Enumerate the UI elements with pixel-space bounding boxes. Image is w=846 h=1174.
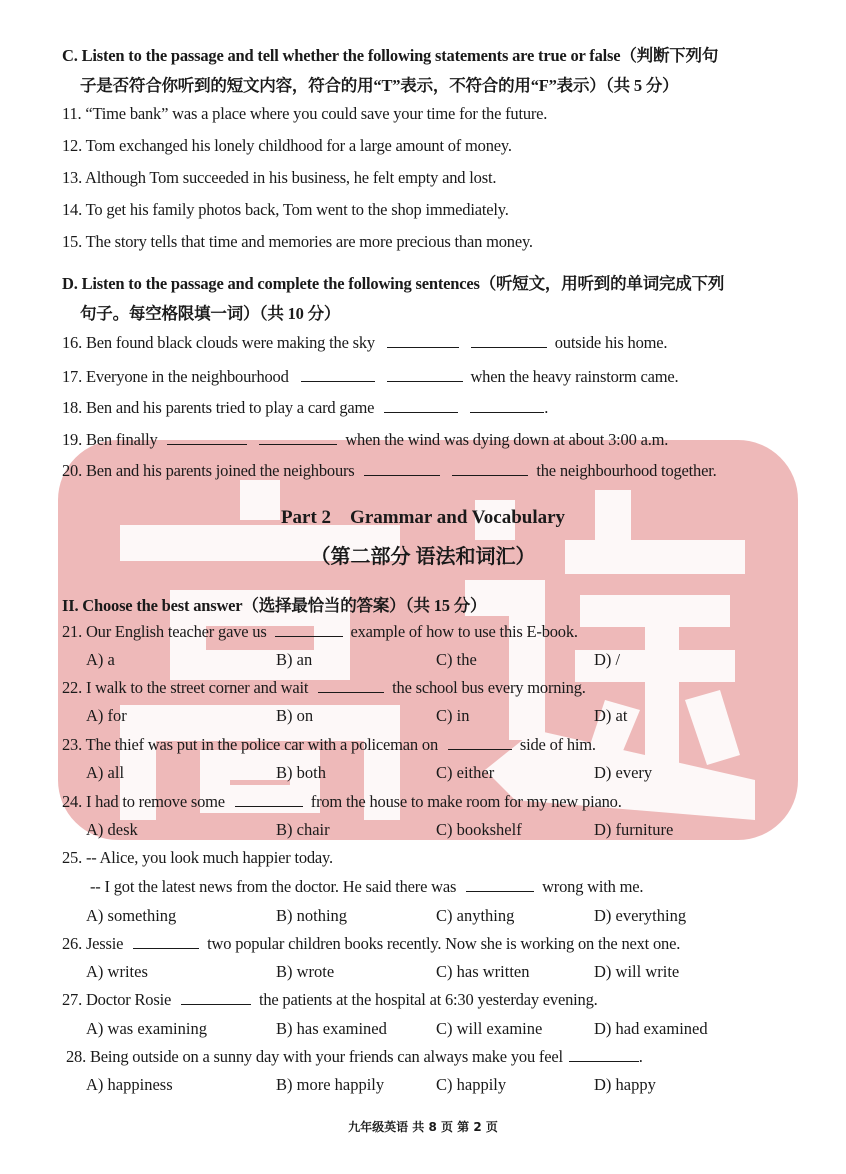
option-c[interactable]: C) happily (436, 1075, 507, 1094)
answer-blank[interactable] (181, 990, 251, 1005)
option-d[interactable]: D) had examined (594, 1019, 708, 1038)
question-28 (66, 1047, 643, 1067)
answer-blank[interactable] (470, 398, 544, 413)
question-25-reply (90, 877, 643, 897)
answer-blank[interactable] (364, 461, 440, 476)
question-24-tail: from the house to make room for my new piano. (310, 792, 622, 811)
question-27-text: 27. Doctor Rosie (62, 990, 172, 1009)
option-d[interactable]: D) / (594, 650, 621, 669)
option-c[interactable]: C) bookshelf (436, 820, 522, 839)
section-c-heading-line1: C. Listen to the passage and tell whether the following statements are true or false（判断下列句 (62, 46, 719, 65)
option-a[interactable]: A) something (86, 906, 177, 925)
question-12: 12. Tom exchanged his lonely childhood for a large amount of money. (62, 136, 512, 155)
option-b[interactable]: B) on (276, 706, 314, 725)
answer-blank[interactable] (387, 333, 459, 348)
part2-title: Part 2 Grammar and Vocabulary (280, 507, 566, 528)
option-a[interactable]: A) all (86, 763, 125, 782)
question-16-text: 16. Ben found black clouds were making the sky (62, 333, 375, 352)
option-a[interactable]: A) a (86, 650, 115, 669)
question-16-tail: outside his home. (554, 333, 668, 352)
option-a[interactable]: A) desk (86, 820, 138, 839)
option-d[interactable]: D) furniture (594, 820, 674, 839)
question-26 (62, 934, 680, 954)
question-27 (62, 990, 598, 1010)
option-b[interactable]: B) an (276, 650, 313, 669)
question-19-tail: when the wind was dying down at about 3:00 a.m. (345, 430, 669, 449)
answer-blank[interactable] (235, 792, 303, 807)
answer-blank[interactable] (452, 461, 528, 476)
option-c[interactable]: C) in (436, 706, 470, 725)
answer-blank[interactable] (471, 333, 547, 348)
answer-blank[interactable] (167, 430, 247, 445)
question-23-tail: side of him. (519, 735, 596, 754)
question-20 (62, 461, 717, 481)
page-footer: 九年级英语 共 8 页 第 2 页 (348, 1120, 498, 1134)
question-28-tail: . (638, 1047, 643, 1066)
option-b[interactable]: B) nothing (276, 906, 348, 925)
section-d-heading-line1: D. Listen to the passage and complete the following sentences（听短文，用听到的单词完成下列 (62, 274, 725, 293)
question-25: 25. -- Alice, you look much happier today. (62, 848, 333, 867)
option-d[interactable]: D) at (594, 706, 628, 725)
option-b[interactable]: B) more happily (276, 1075, 385, 1094)
question-26-text: 26. Jessie (62, 934, 124, 953)
question-19 (62, 430, 668, 450)
question-25-text: -- I got the latest news from the doctor. He said there was (90, 877, 457, 896)
question-22-text: 22. I walk to the street corner and wait (62, 678, 309, 697)
section-c-heading-line2: 子是否符合你听到的短文内容，符合的用“T”表示，不符合的用“F”表示）（共 5 分） (80, 76, 679, 95)
question-22 (62, 678, 586, 698)
option-c[interactable]: C) will examine (436, 1019, 543, 1038)
question-23 (62, 735, 596, 755)
question-17-text: 17. Everyone in the neighbourhood (62, 367, 289, 386)
answer-blank[interactable] (318, 678, 384, 693)
option-b[interactable]: B) wrote (276, 962, 335, 981)
question-21-text: 21. Our English teacher gave us (62, 622, 267, 641)
question-27-tail: the patients at the hospital at 6:30 yesterday evening. (258, 990, 598, 1009)
option-d[interactable]: D) everything (594, 906, 687, 925)
question-25-tail: wrong with me. (542, 877, 644, 896)
answer-blank[interactable] (301, 367, 375, 382)
question-18 (62, 398, 548, 418)
answer-blank[interactable] (133, 934, 199, 949)
question-11: 11. “Time bank” was a place where you could save your time for the future. (62, 104, 548, 123)
option-a[interactable]: A) for (86, 706, 127, 725)
question-26-tail: two popular children books recently. Now she is working on the next one. (207, 934, 681, 953)
option-c[interactable]: C) the (436, 650, 477, 669)
question-14: 14. To get his family photos back, Tom went to the shop immediately. (62, 200, 509, 219)
question-17-tail: when the heavy rainstorm came. (470, 367, 679, 386)
answer-blank[interactable] (384, 398, 458, 413)
question-24-text: 24. I had to remove some (62, 792, 225, 811)
question-22-tail: the school bus every morning. (392, 678, 586, 697)
answer-blank[interactable] (387, 367, 463, 382)
question-20-tail: the neighbourhood together. (536, 461, 717, 480)
section-ii-heading: II. Choose the best answer（选择最恰当的答案）（共 15 分） (62, 596, 487, 615)
question-13: 13. Although Tom succeeded in his business, he felt empty and lost. (62, 168, 497, 187)
question-18-text: 18. Ben and his parents tried to play a card game (62, 398, 375, 417)
option-d[interactable]: D) will write (594, 962, 680, 981)
option-b[interactable]: B) chair (276, 820, 330, 839)
question-23-text: 23. The thief was put in the police car with a policeman on (62, 735, 438, 754)
answer-blank[interactable] (275, 622, 343, 637)
answer-blank[interactable] (259, 430, 337, 445)
option-d[interactable]: D) every (594, 763, 653, 782)
question-18-tail: . (544, 398, 549, 417)
question-21-tail: example of how to use this E-book. (350, 622, 578, 641)
part2-subtitle: （第二部分 语法和词汇） (310, 546, 536, 568)
option-c[interactable]: C) anything (436, 906, 515, 925)
option-c[interactable]: C) either (436, 763, 495, 782)
option-a[interactable]: A) writes (86, 962, 148, 981)
option-a[interactable]: A) was examining (86, 1019, 207, 1038)
answer-blank[interactable] (466, 877, 534, 892)
option-b[interactable]: B) has examined (276, 1019, 387, 1038)
question-19-text: 19. Ben finally (62, 430, 158, 449)
question-17 (62, 367, 678, 387)
option-b[interactable]: B) both (276, 763, 326, 782)
question-15: 15. The story tells that time and memories are more precious than money. (62, 232, 533, 251)
question-28-text: 28. Being outside on a sunny day with your friends can always make you feel (66, 1047, 563, 1066)
question-20-text: 20. Ben and his parents joined the neighbours (62, 461, 355, 480)
option-a[interactable]: A) happiness (86, 1075, 173, 1094)
answer-blank[interactable] (448, 735, 512, 750)
question-16 (62, 333, 667, 353)
question-24 (62, 792, 622, 812)
option-d[interactable]: D) happy (594, 1075, 656, 1094)
question-21 (62, 622, 578, 642)
option-c[interactable]: C) has written (436, 962, 530, 981)
answer-blank[interactable] (569, 1047, 639, 1062)
section-d-heading-line2: 句子。每空格限填一词）（共 10 分） (80, 304, 341, 323)
